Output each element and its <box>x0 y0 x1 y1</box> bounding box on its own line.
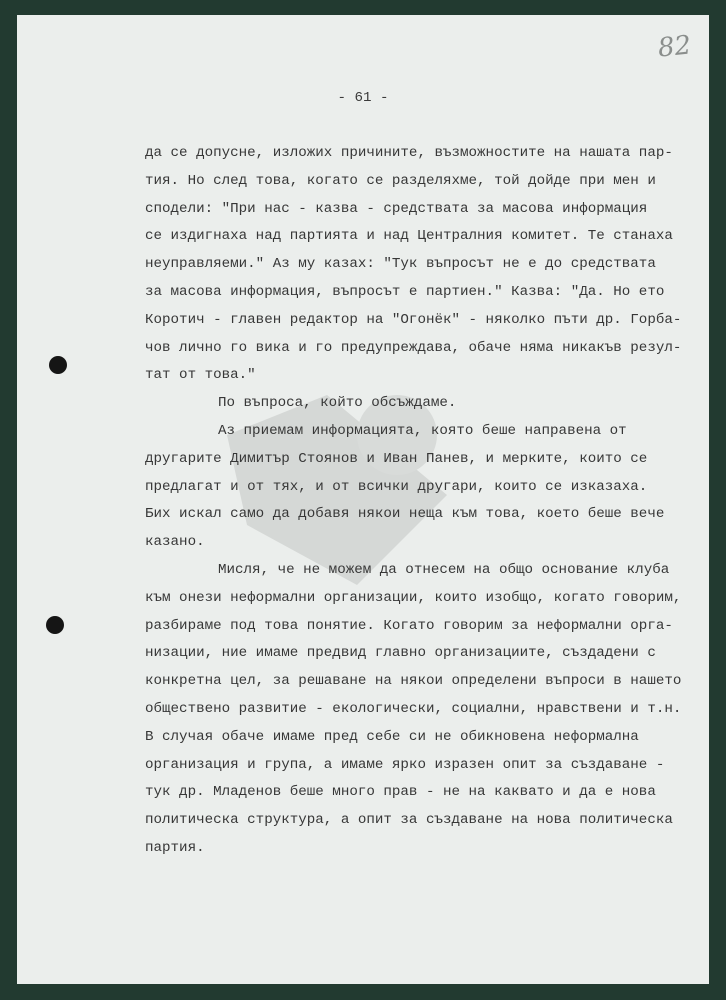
text-line: неуправляеми." Аз му казах: "Тук въпросът не е до средствата <box>145 256 656 273</box>
text-line: По въпроса, който обсъждаме. <box>218 395 457 412</box>
punch-hole <box>46 616 64 634</box>
text-line: Мисля, че не можем да отнесем на общо основание клуба <box>218 561 670 578</box>
text-line: политическа структура, а опит за създаване на нова политическа <box>145 812 673 829</box>
text-line: сподели: "При нас - казва - средствата за масова информация <box>145 200 648 217</box>
punch-hole <box>49 356 67 374</box>
document-body <box>145 140 681 863</box>
text-line: разбираме под това понятие. Когато говорим за неформални орга- <box>145 617 673 634</box>
text-line: другарите Димитър Стоянов и Иван Панев, и мерките, които се <box>145 450 648 467</box>
text-line: за масова информация, въпросът е партиен." Казва: "Да. Но ето <box>145 283 665 300</box>
text-line: чов лично го вика и го предупреждава, обаче няма никакъв резул- <box>145 339 682 356</box>
text-line: Бих искал само да добавя някои неща към това, което беше вече <box>145 506 665 523</box>
text-line: тия. Но след това, когато се разделяхме, той дойде при мен и <box>145 172 656 189</box>
text-line: организация и група, а имаме ярко изразен опит за създаване - <box>145 756 665 773</box>
page-number: - 61 - <box>337 90 389 106</box>
text-line: обществено развитие - екологически, социални, нравствени и т.н. <box>145 700 682 717</box>
text-line: В случая обаче имаме пред себе си не обикновена неформална <box>145 728 639 745</box>
text-line: се издигнаха над партията и над Централния комитет. Те станаха <box>145 228 673 245</box>
text-line: към онези неформални организации, които изобщо, когато говорим, <box>145 589 682 606</box>
handwritten-folio-number: 82 <box>656 30 693 64</box>
text-line: казано. <box>145 534 205 551</box>
text-line: низации, ние имаме предвид главно организациите, създадени с <box>145 645 656 662</box>
text-line: Коротич - главен редактор на "Огонёк" - няколко пъти др. Горба- <box>145 311 682 328</box>
text-line: да се допусне, изложих причините, възможностите на нашата пар- <box>145 145 673 161</box>
text-line: партия. <box>145 839 205 856</box>
text-line: конкретна цел, за решаване на някои определени въпроси в нашето <box>145 673 682 690</box>
text-line: предлагат и от тях, и от всички другари, които се изказаха. <box>145 478 648 495</box>
text-line: тук др. Младенов беше много прав - не на каквато и да е нова <box>145 784 656 801</box>
text-line: тат от това." <box>145 367 256 384</box>
text-line: Аз приемам информацията, която беше направена от <box>218 422 627 439</box>
